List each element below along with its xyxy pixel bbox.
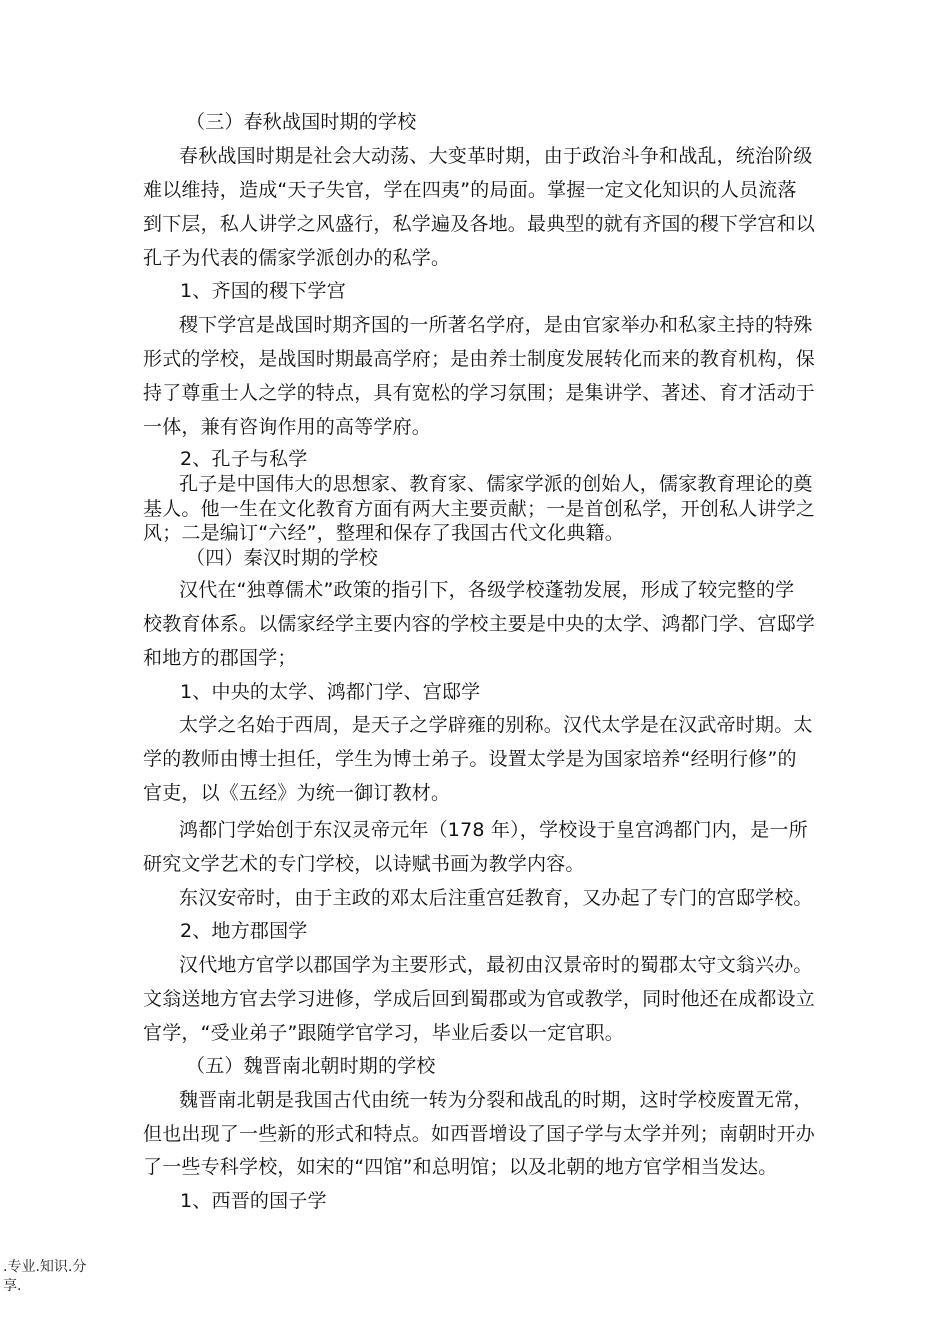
subheading-taixue: 1、中央的太学、鸿都门学、宫邸学 <box>180 681 481 703</box>
paragraph-line: 形式的学校，是战国时期最高学府；是由养士制度发展转化而来的教育机构，保 <box>143 348 816 370</box>
heading-section-4: （四）秦汉时期的学校 <box>186 547 379 569</box>
paragraph-line: 了一些专科学校，如宋的“四馆”和总明馆；以及北朝的地方官学相当发达。 <box>143 1156 778 1178</box>
paragraph-line: 文翁送地方官去学习进修，学成后回到蜀郡或为官或教学，同时他还在成都设立 <box>143 988 816 1010</box>
paragraph-line: 持了尊重士人之学的特点，具有宽松的学习氛围；是集讲学、著述、育才活动于 <box>143 382 816 404</box>
paragraph-line: 汉代地方官学以郡国学为主要形式，最初由汉景帝时的蜀郡太守文翁兴办。 <box>179 954 813 976</box>
paragraph-line: 学的教师由博士担任，学生为博士弟子。设置太学是为国家培养“经明行修”的 <box>143 748 797 770</box>
paragraph-line: 稷下学宫是战国时期齐国的一所著名学府，是由官家举办和私家主持的特殊 <box>179 314 813 336</box>
footer-text: .专业.知识.分 <box>3 1259 87 1275</box>
paragraph-line: 难以维持，造成“天子失官，学在四夷”的局面。掌握一定文化知识的人员流落 <box>143 179 797 201</box>
heading-section-3: （三）春秋战国时期的学校 <box>186 111 417 133</box>
subheading-local-school: 2、地方郡国学 <box>180 920 308 942</box>
paragraph-line: 风；二是编订“六经”，整理和保存了我国古代文化典籍。 <box>143 522 624 544</box>
subheading-jixia: 1、齐国的稷下学宫 <box>180 280 346 302</box>
paragraph-line: 太学之名始于西周，是天子之学辟雍的别称。汉代太学是在汉武帝时期。太 <box>179 714 813 736</box>
heading-section-5: （五）魏晋南北朝时期的学校 <box>186 1055 436 1077</box>
paragraph-line: 魏晋南北朝是我国古代由统一转为分裂和战乱的时期，这时学校废置无常， <box>179 1089 813 1111</box>
paragraph-line: 东汉安帝时，由于主政的邓太后注重宫廷教育，又办起了专门的宫邸学校。 <box>179 887 813 909</box>
paragraph-line: 汉代在“独尊儒术”政策的指引下，各级学校蓬勃发展，形成了较完整的学 <box>179 579 795 601</box>
paragraph-line: 官吏，以《五经》为统一御订教材。 <box>143 782 451 804</box>
paragraph-line: 孔子是中国伟大的思想家、教育家、儒家学派的创始人，儒家教育理论的奠 <box>179 473 813 495</box>
paragraph-line: 校教育体系。以儒家经学主要内容的学校主要是中央的太学、鸿都门学、宫邸学 <box>143 613 816 635</box>
paragraph-line: 一体，兼有咨询作用的高等学府。 <box>143 416 432 438</box>
footer-text: 享. <box>3 1278 22 1294</box>
paragraph-line: 到下层，私人讲学之风盛行，私学遍及各地。最典型的就有齐国的稷下学宫和以 <box>143 213 816 235</box>
subheading-guozixue: 1、西晋的国子学 <box>180 1190 327 1212</box>
paragraph-line: 研究文学艺术的专门学校，以诗赋书画为教学内容。 <box>143 853 585 875</box>
paragraph-line: 和地方的郡国学； <box>143 647 297 669</box>
subheading-confucius: 2、孔子与私学 <box>180 448 308 470</box>
paragraph-line: 官学，“受业弟子”跟随学官学习，毕业后委以一定官职。 <box>143 1022 624 1044</box>
paragraph-line: 春秋战国时期是社会大动荡、大变革时期，由于政治斗争和战乱，统治阶级 <box>179 145 813 167</box>
paragraph-line: 鸿都门学始创于东汉灵帝元年（178 年），学校设于皇宫鸿都门内，是一所 <box>179 819 808 841</box>
paragraph-line: 基人。他一生在文化教育方面有两大主要贡献；一是首创私学，开创私人讲学之 <box>143 498 816 520</box>
paragraph-line: 孔子为代表的儒家学派创办的私学。 <box>143 247 451 269</box>
paragraph-line: 但也出现了一些新的形式和特点。如西晋增设了国子学与太学并列；南朝时开办 <box>143 1123 816 1145</box>
